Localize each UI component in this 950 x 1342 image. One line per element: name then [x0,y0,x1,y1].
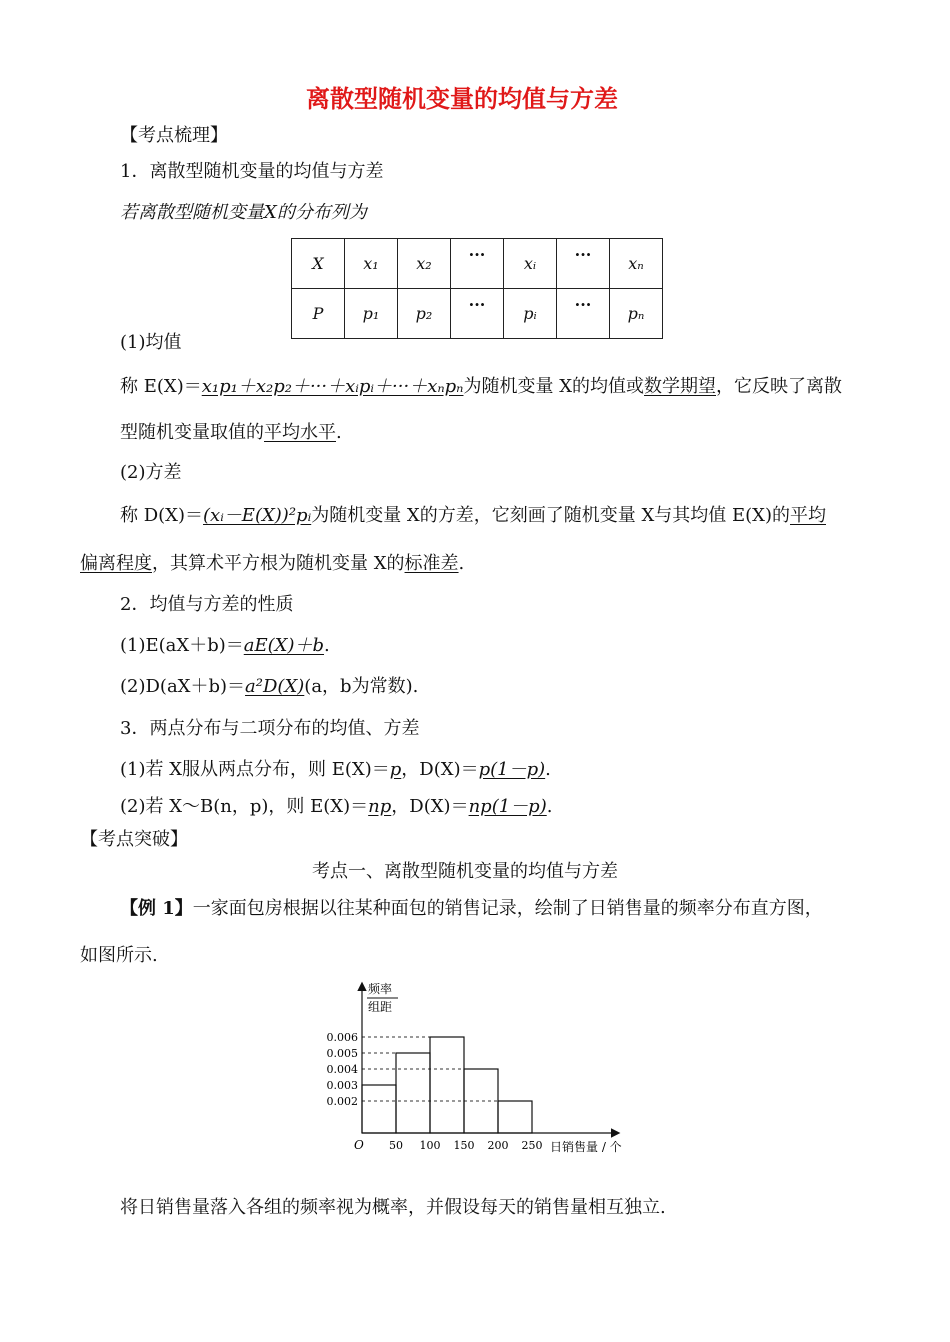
page-title: 离散型随机变量的均值与方差 [306,84,618,113]
text: (1)若 X服从两点分布，则 E(X)＝ [120,759,390,780]
term-average-level: 平均水平 [264,422,336,443]
section-heading-review: 【考点梳理】 [120,125,228,146]
variance-definition-line-2 [80,552,464,576]
text: . [336,422,342,443]
topic-heading: 考点一、离散型随机变量的均值与方差 [312,861,618,882]
mean-definition-line-2 [120,421,342,445]
histogram-bar [498,1101,532,1133]
histogram-bar [464,1069,498,1133]
histogram-bar [362,1085,396,1133]
text: 型随机变量取值的 [120,422,264,443]
table-cell: p₁ [345,289,398,339]
properties-heading: 2．均值与方差的性质 [120,594,294,615]
answer: np [368,796,392,817]
text: ，其算术平方根为随机变量 X的 [152,553,405,574]
text: (2)D(aX＋b)＝ [120,676,246,697]
table-cell: ··· [557,239,610,289]
variance-heading: (2)方差 [120,462,182,483]
x-tick-label: 100 [419,1139,441,1152]
variance-formula: (xᵢ－E(X))²pᵢ [203,505,312,526]
answer: p(1－p) [478,759,546,780]
text: . [324,635,330,656]
property-2 [120,675,418,699]
table-cell: xₙ [610,239,663,289]
text: 称 E(X)＝ [120,376,202,397]
text: ，D(X)＝ [391,796,469,817]
y-tick-label: 0.002 [326,1095,358,1108]
y-tick-label: 0.005 [326,1047,358,1060]
table-cell: P [292,289,345,339]
property-1 [120,634,330,658]
x-tick-label: 200 [487,1139,509,1152]
table-row-x [292,239,663,289]
distribution-table [291,238,663,339]
distributions-heading: 3．两点分布与二项分布的均值、方差 [120,718,420,739]
example-label: 【例 1】 [120,898,193,919]
y-tick-label: 0.006 [326,1031,358,1044]
table-cell: ··· [451,239,504,289]
distribution-intro: 若离散型随机变量X的分布列为 [120,202,367,223]
frequency-histogram [318,978,648,1158]
table-cell: ··· [557,289,610,339]
example-1-line-1 [120,897,823,921]
x-axis-label: 日销售量 / 个 [550,1140,622,1154]
histogram-bar [396,1053,430,1133]
text: 一家面包房根据以往某种面包的销售记录，绘制了日销售量的频率分布直方图， [192,898,823,919]
y-tick-label: 0.004 [326,1063,358,1076]
text: . [546,796,553,817]
text: ，D(X)＝ [401,759,479,780]
answer: p [389,759,402,780]
mean-formula: x₁p₁＋x₂p₂＋···＋xᵢpᵢ＋···＋xₙpₙ [201,376,464,397]
histogram-bar [430,1037,464,1133]
term-std-dev: 标准差 [404,553,459,574]
binomial-distribution [120,795,552,819]
answer: np(1－p) [468,796,547,817]
example-1-line-2: 如图所示. [80,945,158,966]
point-1-heading: 1．离散型随机变量的均值与方差 [120,161,384,182]
table-cell: x₂ [398,239,451,289]
text: . [545,759,551,780]
table-cell: X [292,239,345,289]
table-cell: pᵢ [504,289,557,339]
y-label-top: 频率 [368,982,393,996]
table-cell: ··· [451,289,504,339]
mean-heading: (1)均值 [120,332,182,353]
origin-label: O [354,1138,364,1152]
x-tick-label: 150 [453,1139,475,1152]
example-1-assumption: 将日销售量落入各组的频率视为概率，并假设每天的销售量相互独立. [120,1197,666,1218]
table-cell: pₙ [610,289,663,339]
table-row-p [292,289,663,339]
y-label-bottom: 组距 [368,1000,393,1014]
text: (a，b为常数). [304,676,419,697]
x-tick-label: 250 [521,1139,543,1152]
text: ，它反映了离散 [716,376,843,397]
answer: aE(X)＋b [243,635,325,656]
text: (1)E(aX＋b)＝ [120,635,244,656]
table-cell: xᵢ [504,239,557,289]
two-point-distribution [120,758,551,782]
term-expectation: 数学期望 [644,376,717,397]
text: . [458,553,465,574]
text: 为随机变量 X的方差，它刻画了随机变量 X与其均值 E(X)的 [311,505,790,526]
answer: a²D(X) [245,676,305,697]
text: 为随机变量 X的均值或 [463,376,645,397]
mean-definition-line-1 [120,375,842,399]
term-deviation: 偏离程度 [80,553,152,574]
table-cell: p₂ [398,289,451,339]
term-average: 平均 [790,505,826,526]
y-tick-label: 0.003 [326,1079,358,1092]
text: 称 D(X)＝ [120,505,204,526]
table-cell: x₁ [345,239,398,289]
text: (2)若 X～B(n，p)，则 E(X)＝ [120,796,369,817]
section-heading-breakthrough: 【考点突破】 [80,829,188,850]
x-tick-label: 50 [389,1139,403,1152]
variance-definition-line-1 [120,504,826,528]
